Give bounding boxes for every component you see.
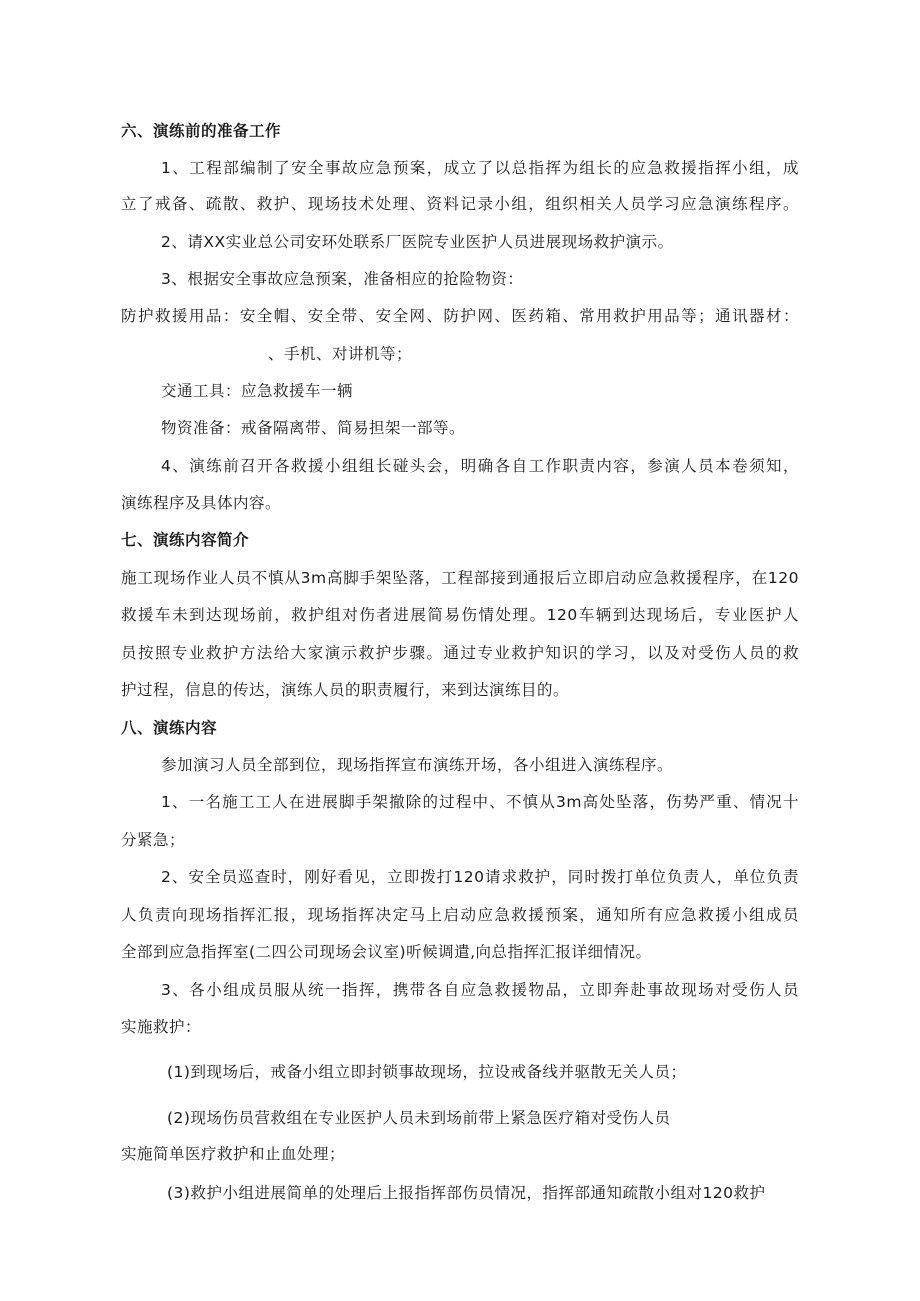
item-2-line-1: 2、安全员巡查时，刚好看见，立即拨打120请求救护，同时拨打单位负责人，单位负责 (161, 868, 799, 886)
sub-item-3: (3)救护小组进展简单的处理后上报指挥部伤员情况，指挥部通知疏散小组对120救护 (167, 1184, 766, 1202)
item-1-line-2: 分紧急； (121, 831, 186, 849)
paragraph-6-1-line-2: 立了戒备、疏散、救护、现场技术处理、资料记录小组，组织相关人员学习应急演练程序。 (121, 195, 799, 213)
section-heading-6: 六、演练前的准备工作 (121, 122, 282, 140)
summary-line-2: 救援车未到达现场前，救护组对伤者进展简易伤情处理。120车辆到达现场后，专业医护人 (121, 606, 799, 624)
summary-line-1: 施工现场作业人员不慎从3m高脚手架坠落，工程部接到通报后立即启动应急救援程序，在120 (121, 569, 799, 587)
gear-list-line-2: 、手机、对讲机等； (268, 345, 413, 363)
summary-line-4: 护过程，信息的传达，演练人员的职责履行，来到达演练目的。 (121, 681, 570, 699)
sub-item-2-line-2: 实施简单医疗救护和止血处理； (121, 1145, 346, 1163)
paragraph-6-4-line-1: 4、演练前召开各救援小组组长碰头会，明确各自工作职责内容，参演人员本卷须知， (161, 457, 799, 475)
summary-line-3: 员按照专业救护方法给大家演示救护步骤。通过专业救护知识的学习，以及对受伤人员的救 (121, 644, 799, 662)
paragraph-6-1-line-1: 1、工程部编制了安全事故应急预案，成立了以总指挥为组长的应急救援指挥小组，成 (161, 159, 799, 177)
item-1-line-1: 1、一名施工工人在进展脚手架撤除的过程中、不慎从3m高处坠落，伤势严重、情况十 (161, 793, 799, 811)
paragraph-6-3: 3、根据安全事故应急预案，准备相应的抢险物资： (161, 270, 524, 288)
item-3-line-2: 实施救护： (121, 1018, 202, 1036)
section-heading-8: 八、演练内容 (121, 719, 218, 737)
item-2-line-2: 人负责向现场指挥汇报，现场指挥决定马上启动应急救援预案，通知所有应急救援小组成员 (121, 906, 799, 924)
sub-item-2-line-1: (2)现场伤员营救组在专业医护人员未到场前带上紧急医疗箱对受伤人员 (167, 1109, 671, 1127)
item-2-line-3: 全部到应急指挥室(二四公司现场会议室)听候调遣,向总指挥汇报详细情况。 (121, 943, 652, 961)
section-heading-7: 七、演练内容简介 (121, 531, 250, 549)
transport-line: 交通工具：应急救援车一辆 (161, 382, 354, 400)
gear-list-line-1: 防护救援用品：安全帽、安全带、安全网、防护网、医药箱、常用救护用品等；通讯器材： (121, 307, 799, 325)
materials-line: 物资准备：戒备隔离带、简易担架一部等。 (161, 419, 466, 437)
sub-item-1: (1)到现场后，戒备小组立即封锁事故现场，拉设戒备线并驱散无关人员； (167, 1063, 687, 1081)
paragraph-6-2: 2、请XX实业总公司安环处联系厂医院专业医护人员进展现场救护演示。 (161, 233, 674, 251)
item-3-line-1: 3、各小组成员服从统一指挥，携带各自应急救援物品，立即奔赴事故现场对受伤人员 (161, 981, 799, 999)
paragraph-6-4-line-2: 演练程序及具体内容。 (121, 494, 282, 512)
content-intro: 参加演习人员全部到位，现场指挥宣布演练开场，各小组进入演练程序。 (161, 756, 674, 774)
